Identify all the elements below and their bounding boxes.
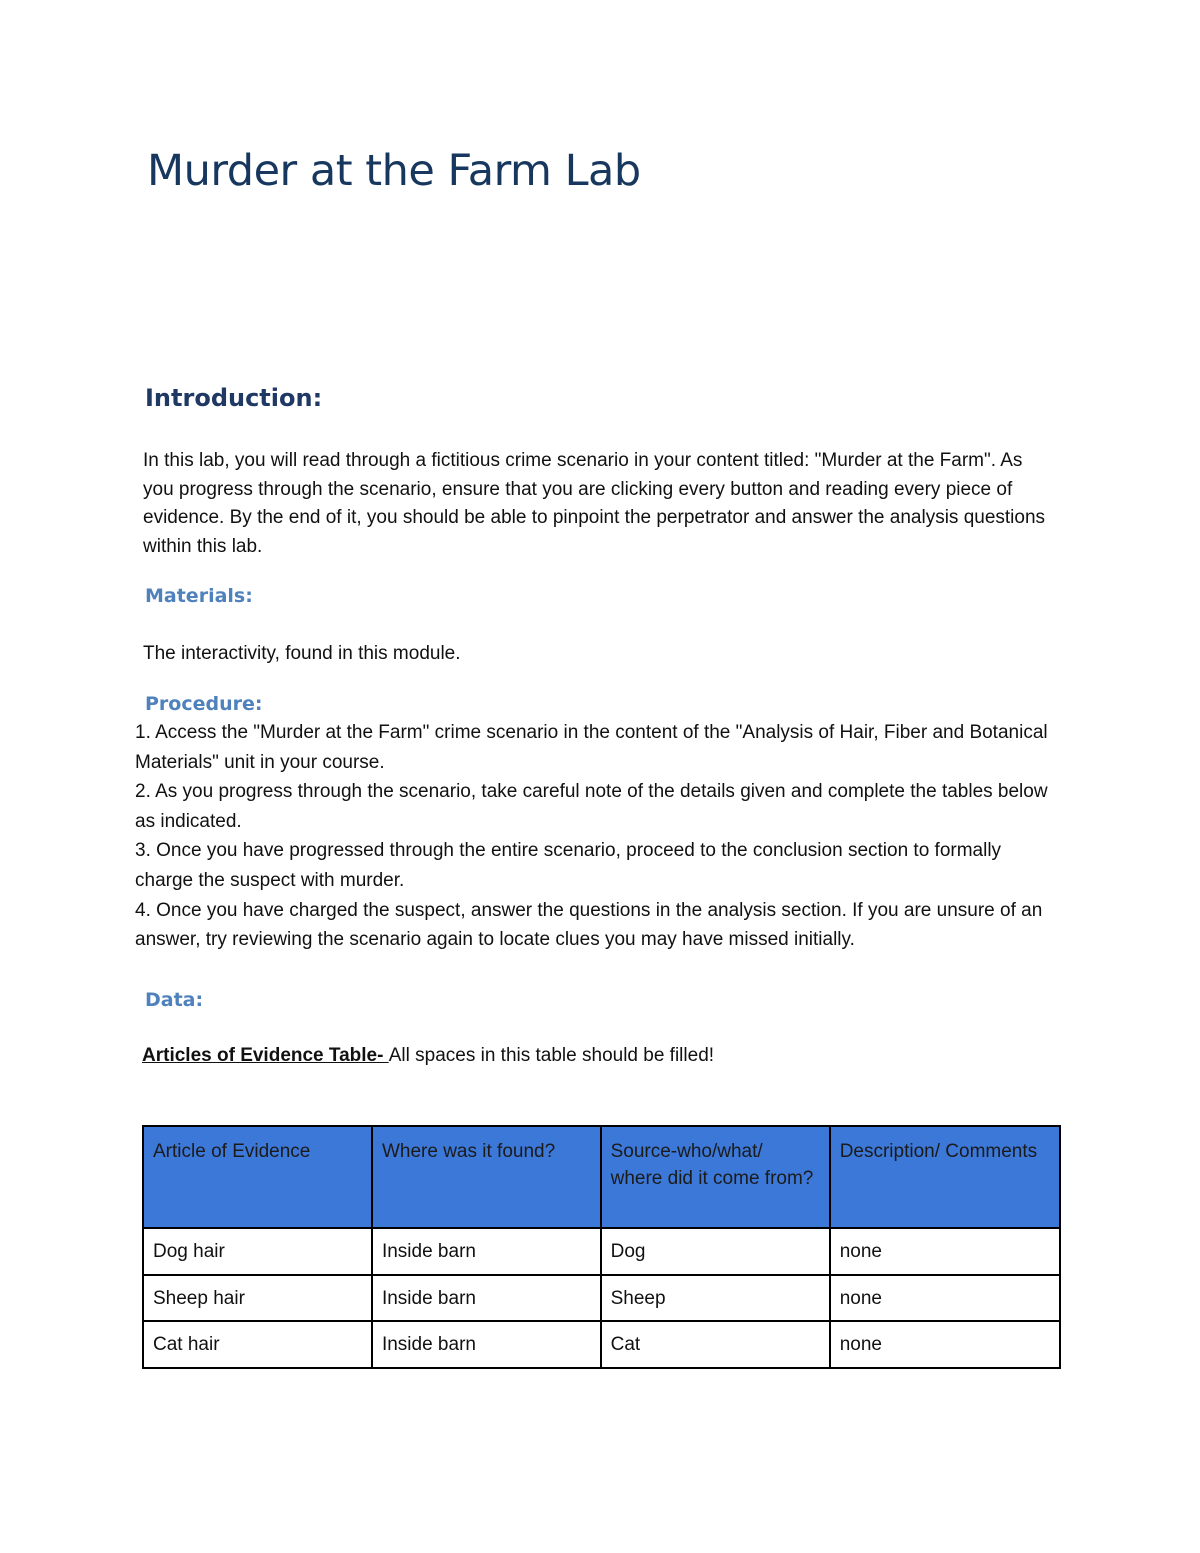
procedure-step-4: 4. Once you have charged the suspect, answer the questions in the analysis section. If you are unsure of an answer, try reviewing the scenario again to locate clues you may have missed initially. (135, 899, 1043, 951)
cell-description: none (830, 1228, 1060, 1275)
header-location: Where was it found? (372, 1126, 601, 1228)
cell-location: Inside barn (372, 1228, 601, 1275)
evidence-table (142, 1125, 1061, 1369)
cell-description: none (830, 1321, 1060, 1368)
introduction-text: In this lab, you will read through a fictitious crime scenario in your content titled: "Murder at the Farm". As you progress through the scenario, ensure that you are clicking every button and reading every piece of evidence. By the end of it, you should be able to pinpoint the perpetrator and answer the analysis questions within this lab. (143, 450, 1046, 557)
introduction-heading: Introduction: (145, 384, 323, 412)
table-row (143, 1275, 1060, 1322)
table-caption (142, 1045, 714, 1067)
table-row (143, 1228, 1060, 1275)
page-title: Murder at the Farm Lab (147, 146, 641, 196)
cell-location: Inside barn (372, 1275, 601, 1322)
cell-article: Sheep hair (143, 1275, 372, 1322)
cell-description: none (830, 1275, 1060, 1322)
header-article: Article of Evidence (143, 1126, 372, 1228)
table-row (143, 1321, 1060, 1368)
cell-source: Cat (601, 1321, 830, 1368)
procedure-list (135, 718, 1060, 955)
header-source: Source-who/what/ where did it come from? (601, 1126, 830, 1228)
table-header-row (143, 1126, 1060, 1228)
cell-source: Sheep (601, 1275, 830, 1322)
procedure-step-1: 1. Access the "Murder at the Farm" crime scenario in the content of the "Analysis of Hair, Fiber and Botanical Materials" unit in your course. (135, 722, 1048, 773)
procedure-step-3: 3. Once you have progressed through the entire scenario, proceed to the conclusion section to formally charge the suspect with murder. (135, 840, 1002, 891)
procedure-step-2: 2. As you progress through the scenario, take careful note of the details given and complete the tables below as indicated. (135, 781, 1048, 832)
data-heading: Data: (145, 989, 204, 1011)
procedure-heading: Procedure: (145, 693, 263, 715)
cell-location: Inside barn (372, 1321, 601, 1368)
header-description: Description/ Comments (830, 1126, 1060, 1228)
table-note: All spaces in this table should be filled! (388, 1045, 715, 1066)
materials-heading: Materials: (145, 585, 253, 607)
materials-text: The interactivity, found in this module. (143, 643, 461, 664)
cell-source: Dog (601, 1228, 830, 1275)
cell-article: Dog hair (143, 1228, 372, 1275)
table-title: Articles of Evidence Table- (142, 1045, 389, 1066)
cell-article: Cat hair (143, 1321, 372, 1368)
